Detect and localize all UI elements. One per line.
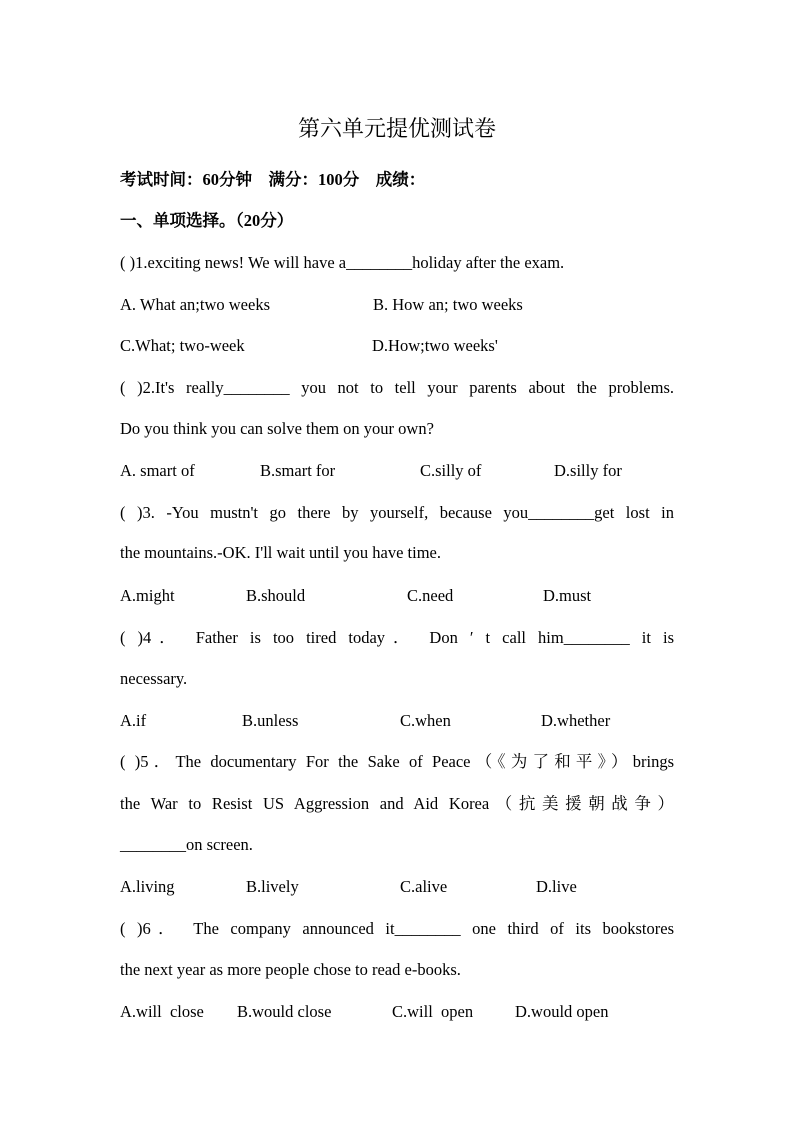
q3-option-d: D.must [543, 586, 592, 605]
q2-option-b: B.smart for [260, 461, 336, 480]
q3-option-a: A.might [120, 586, 175, 605]
question-3-line-1: ( )3. -You mustn't go there by yourself, because you________get lost in [120, 503, 674, 522]
question-1-line-1: ( )1.exciting news! We will have a________holiday after the exam. [120, 253, 565, 272]
q4-option-c: C.when [400, 711, 451, 730]
q6-option-b: B.would close [237, 1002, 332, 1021]
q6-option-d: D.would open [515, 1002, 609, 1021]
q1-option-c: C.What; two-week [120, 336, 245, 355]
exam-info: 考试时间：60分钟 满分：100分 成绩： [120, 170, 426, 189]
q2-option-d: D.silly for [554, 461, 622, 480]
q4-option-b: B.unless [242, 711, 299, 730]
section-heading: 一、单项选择。（20分） [120, 211, 294, 230]
question-5-line-2: the War to Resist US Aggression and Aid Korea（抗美援朝战争） [120, 794, 674, 813]
q4-option-d: D.whether [541, 711, 611, 730]
q1-option-b: B. How an; two weeks [373, 295, 523, 314]
question-4-line-2: necessary. [120, 669, 188, 688]
question-5-line-3: ________on screen. [120, 835, 253, 854]
question-6-line-1: ( )6． The company announced it________ one third of its bookstores [120, 919, 674, 938]
q6-option-c: C.will open [392, 1002, 474, 1021]
q2-option-a: A. smart of [120, 461, 195, 480]
q1-option-a: A. What an;two weeks [120, 295, 270, 314]
question-6-line-2: the next year as more people chose to read e-books. [120, 960, 461, 979]
question-2-line-2: Do you think you can solve them on your own? [120, 419, 434, 438]
question-4-line-1: ( )4． Father is too tired today． Don ′ t call him________ it is [120, 628, 674, 647]
q3-option-c: C.need [407, 586, 454, 605]
question-2-line-1: ( )2.It's really________ you not to tell your parents about the problems. [120, 378, 674, 397]
page-title: 第六单元提优测试卷 [297, 116, 496, 141]
q1-option-d: D.How;two weeks' [372, 336, 498, 355]
question-3-line-2: the mountains.-OK. I'll wait until you have time. [120, 543, 442, 562]
q4-option-a: A.if [120, 711, 147, 730]
q6-option-a: A.will close [120, 1002, 204, 1021]
question-5-line-1: ( )5．The documentary For the Sake of Peace（《为了和平》）brings [120, 752, 674, 771]
q5-option-c: C.alive [400, 877, 448, 896]
q5-option-b: B.lively [246, 877, 299, 896]
q5-option-a: A.living [120, 877, 175, 896]
q2-option-c: C.silly of [420, 461, 482, 480]
q3-option-b: B.should [246, 586, 306, 605]
q5-option-d: D.live [536, 877, 577, 896]
